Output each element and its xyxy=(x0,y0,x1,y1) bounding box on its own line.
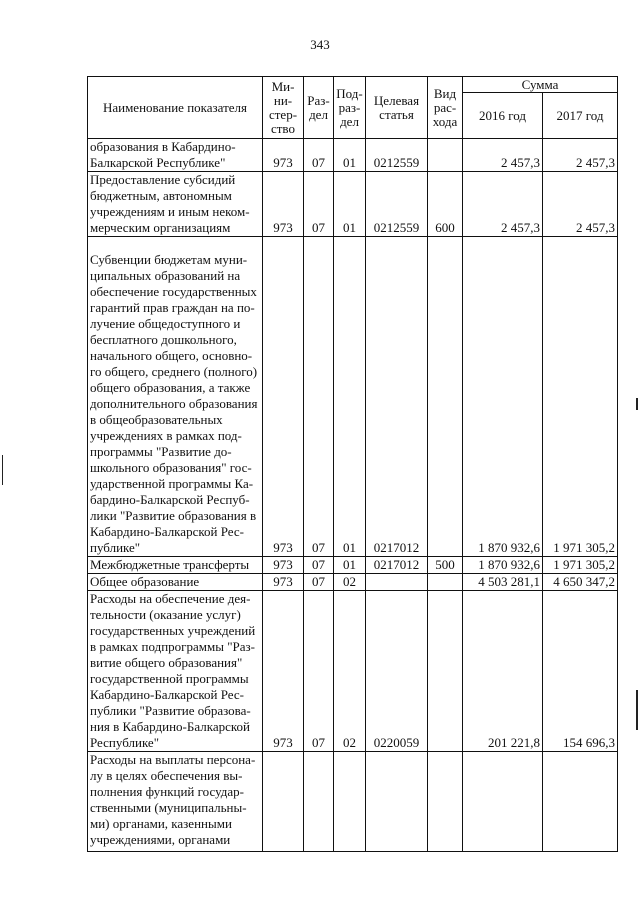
row-section xyxy=(304,752,334,852)
row-sum-2016: 1 870 932,6 xyxy=(463,237,543,557)
header-expense-type: Вид рас-хода xyxy=(428,77,463,139)
row-target: 0217012 xyxy=(366,557,428,574)
row-expense-type: 600 xyxy=(428,172,463,237)
header-year-2017: 2017 год xyxy=(543,93,618,139)
row-name: Предоставление субсидий бюджетным, автономным учреждениям и иным неком-мерческим организациям xyxy=(88,172,263,237)
header-section: Раз-дел xyxy=(304,77,334,139)
row-sum-2016: 201 221,8 xyxy=(463,591,543,752)
row-target: 0217012 xyxy=(366,237,428,557)
row-sum-2016: 2 457,3 xyxy=(463,172,543,237)
row-section: 07 xyxy=(304,574,334,591)
row-target: 0212559 xyxy=(366,172,428,237)
row-subsection xyxy=(334,752,366,852)
row-sum-2016: 2 457,3 xyxy=(463,139,543,172)
table-row xyxy=(88,752,618,852)
table-row xyxy=(88,557,618,574)
row-section: 07 xyxy=(304,557,334,574)
row-name: образования в Кабардино-Балкарской Республике" xyxy=(88,139,263,172)
header-ministry: Ми-ни-стер-ство xyxy=(263,77,304,139)
header-year-2016: 2016 год xyxy=(463,93,543,139)
row-subsection: 02 xyxy=(334,574,366,591)
row-sum-2016: 1 870 932,6 xyxy=(463,557,543,574)
header-subsection: Под-раз-дел xyxy=(334,77,366,139)
table-row xyxy=(88,237,618,557)
table-row xyxy=(88,591,618,752)
row-expense-type xyxy=(428,591,463,752)
row-expense-type xyxy=(428,752,463,852)
scan-mark xyxy=(636,398,638,410)
row-subsection: 02 xyxy=(334,591,366,752)
table-row xyxy=(88,172,618,237)
row-ministry: 973 xyxy=(263,139,304,172)
header-name: Наименование показателя xyxy=(88,77,263,139)
row-name: Расходы на обеспечение дея-тельности (оказание услуг) государственных учреждений в рамках подпрограммы "Раз-витие общего образования" государственной программы Кабардино-Балкарской Рес-публики "Развитие образова-ния в Кабардино-Балкарской Республике" xyxy=(88,591,263,752)
row-ministry: 973 xyxy=(263,591,304,752)
row-section: 07 xyxy=(304,237,334,557)
header-target: Целевая статья xyxy=(366,77,428,139)
row-ministry: 973 xyxy=(263,557,304,574)
row-subsection: 01 xyxy=(334,237,366,557)
row-expense-type xyxy=(428,237,463,557)
row-target: 0212559 xyxy=(366,139,428,172)
table-row xyxy=(88,574,618,591)
row-expense-type: 500 xyxy=(428,557,463,574)
row-sum-2017: 154 696,3 xyxy=(543,591,618,752)
row-section: 07 xyxy=(304,591,334,752)
row-sum-2017: 1 971 305,2 xyxy=(543,557,618,574)
budget-table xyxy=(87,76,618,852)
row-subsection: 01 xyxy=(334,139,366,172)
row-name: Общее образование xyxy=(88,574,263,591)
page-number: 343 xyxy=(310,37,330,52)
row-ministry: 973 xyxy=(263,172,304,237)
row-name: Расходы на выплаты персона-лу в целях обеспечения вы-полнения функций государ-ственными (муниципальны-ми) органами, казенными учреждениями, органами xyxy=(88,752,263,852)
row-sum-2017: 4 650 347,2 xyxy=(543,574,618,591)
row-sum-2017: 2 457,3 xyxy=(543,139,618,172)
scan-mark xyxy=(2,455,3,485)
table-row xyxy=(88,139,618,172)
row-expense-type xyxy=(428,574,463,591)
row-sum-2016: 4 503 281,1 xyxy=(463,574,543,591)
row-ministry xyxy=(263,752,304,852)
row-target xyxy=(366,752,428,852)
row-target: 0220059 xyxy=(366,591,428,752)
row-sum-2017: 1 971 305,2 xyxy=(543,237,618,557)
scan-mark xyxy=(636,690,638,730)
row-subsection: 01 xyxy=(334,172,366,237)
row-section: 07 xyxy=(304,139,334,172)
row-expense-type xyxy=(428,139,463,172)
row-subsection: 01 xyxy=(334,557,366,574)
row-name: Субвенции бюджетам муни-ципальных образований на обеспечение государственных гарантий прав граждан на по-лучение общедоступного и бесплатного дошкольного, начального общего, основно-го общего, среднего (полного) общего образования, а также дополнительного образования в общеобразовательных учреждениях в рамках под-программы "Развитие до-школьного образования" гос-ударственной программы Ка-бардино-Балкарской Респуб-лики "Развитие образования в Кабардино-Балкарской Рес-публике" xyxy=(88,237,263,557)
row-ministry: 973 xyxy=(263,237,304,557)
header-sum: Сумма xyxy=(463,77,618,93)
row-sum-2017 xyxy=(543,752,618,852)
row-ministry: 973 xyxy=(263,574,304,591)
row-target xyxy=(366,574,428,591)
row-sum-2017: 2 457,3 xyxy=(543,172,618,237)
row-name: Межбюджетные трансферты xyxy=(88,557,263,574)
row-section: 07 xyxy=(304,172,334,237)
row-sum-2016 xyxy=(463,752,543,852)
